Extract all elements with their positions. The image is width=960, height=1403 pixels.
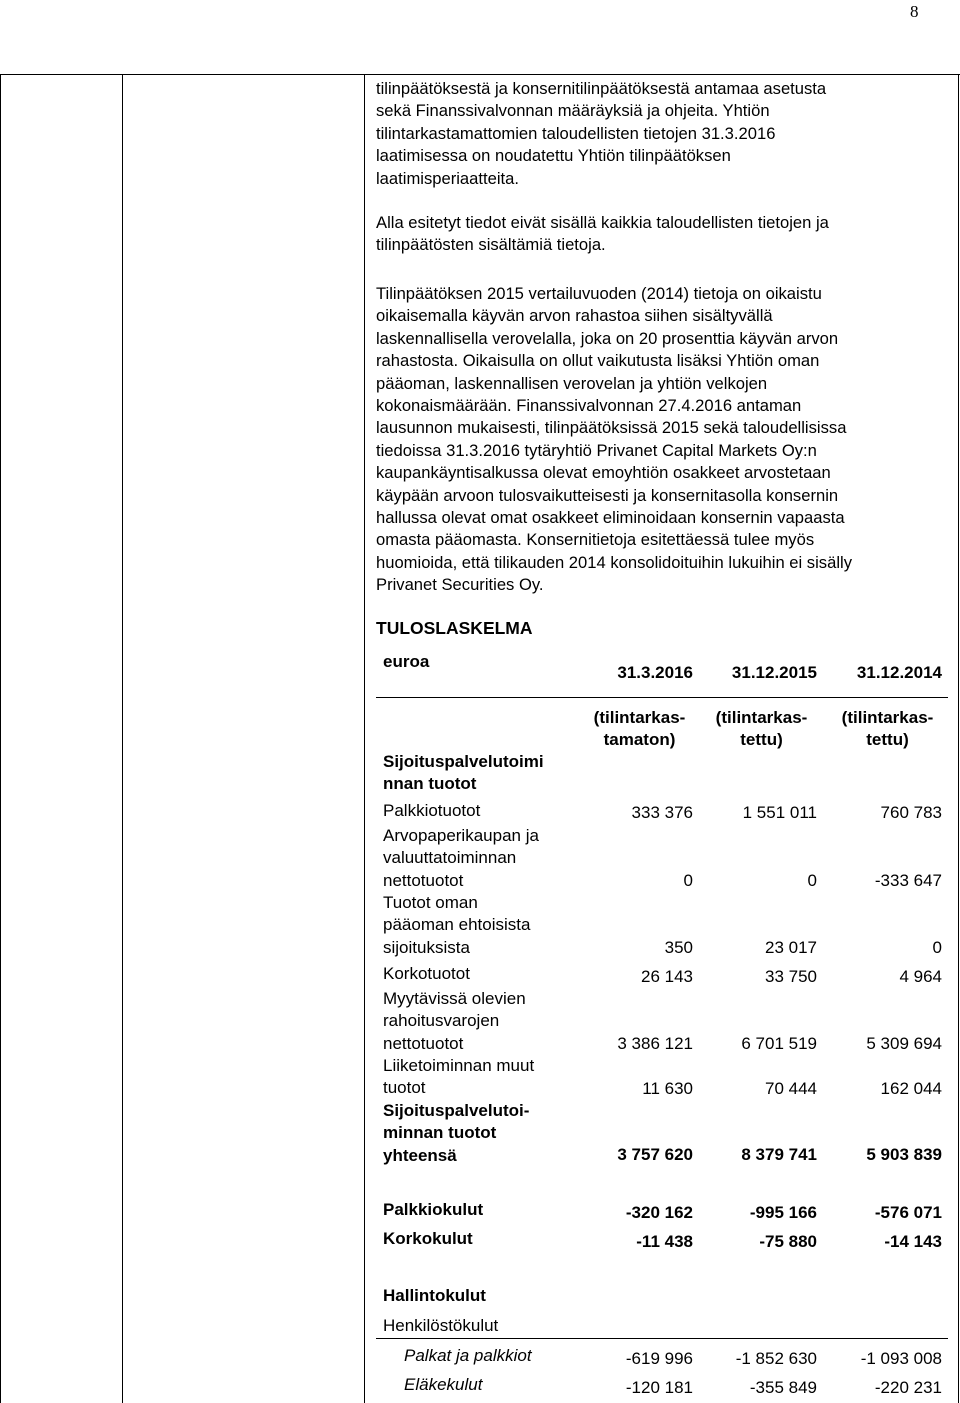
cell-value: -220 231 xyxy=(874,1378,942,1397)
row-label-salaries: Palkat ja palkkiot xyxy=(404,1346,532,1365)
date-header-2015: 31.12.2015 xyxy=(731,663,817,682)
cell-value: -333 647 xyxy=(874,871,942,890)
table-top-rule xyxy=(376,697,948,698)
text-line: käypään arvoon tulosvaikutteisesti ja konsernitasolla konsernin xyxy=(376,485,839,505)
text-line: laskennallisella verovelalla, joka on 20 prosenttia käyvän arvon xyxy=(376,328,839,348)
label-line: nnan tuotot xyxy=(383,774,477,794)
text-line: huomioida, että tilikauden 2014 konsolidoituihin lukuihin ei sisälly xyxy=(376,552,852,572)
cell-value: -320 162 xyxy=(625,1203,693,1222)
audit-line: tettu) xyxy=(866,730,909,750)
text-line: rahastosta. Oikaisulla on ollut vaikutusta lisäksi Yhtiön oman xyxy=(376,351,820,371)
cell-value: -576 071 xyxy=(874,1203,942,1222)
frame-right-border xyxy=(958,74,959,1403)
label-line: rahoitusvarojen xyxy=(383,1011,500,1031)
label-line: Palkkiokulut xyxy=(383,1200,484,1219)
date-header-2014: 31.12.2014 xyxy=(856,663,942,682)
text-line: kokonaismäärään. Finanssivalvonnan 27.4.2016 antaman xyxy=(376,396,802,416)
cell-value: 70 444 xyxy=(765,1079,817,1098)
cell-value: 3 386 121 xyxy=(617,1034,693,1053)
cell-value: 0 xyxy=(932,938,942,957)
text-line: pääoman, laskennallisen verovelan ja yhtiön velkojen xyxy=(376,373,768,393)
cell-value: 0 xyxy=(807,871,817,890)
cell-value: 33 750 xyxy=(765,967,817,986)
text-line: kaupankäyntisalkussa olevat emoyhtiön osakkeet arvostetaan xyxy=(376,463,831,483)
label-line: Arvopaperikaupan ja xyxy=(383,826,539,845)
text-line: oikaisemalla käyvän arvon rahastoa siihen sisältyvällä xyxy=(376,306,773,326)
text-line: tilintarkastamattomien taloudellisten tietojen 31.3.2016 xyxy=(376,123,776,143)
cell-value: 6 701 519 xyxy=(741,1034,817,1053)
cell-value: 350 xyxy=(664,938,693,957)
label-line: Korkotuotot xyxy=(383,964,470,983)
date-header-2016: 31.3.2016 xyxy=(617,663,693,682)
text-line: Tilinpäätöksen 2015 vertailuvuoden (2014) tietoja on oikaistu xyxy=(376,284,822,303)
subsection-personnel-heading: Henkilöstökulut xyxy=(383,1316,499,1335)
paragraph-basis xyxy=(376,78,956,190)
label-line: Korkokulut xyxy=(383,1229,473,1248)
section-admin-heading: Hallintokulut xyxy=(383,1286,486,1305)
label-line: Tuotot oman xyxy=(383,893,478,912)
label-line: yhteensä xyxy=(383,1145,457,1165)
cell-value: 333 376 xyxy=(631,803,693,822)
cell-value: -619 996 xyxy=(625,1349,693,1368)
frame-left-border xyxy=(0,74,1,1403)
text-line: hallussa olevat omat osakkeet eliminoidaan konsernin vapaasta xyxy=(376,508,845,528)
text-line: sekä Finanssivalvonnan määräyksiä ja ohjeita. Yhtiön xyxy=(376,101,770,121)
cell-value: 23 017 xyxy=(765,938,817,957)
paragraph-restatement xyxy=(376,283,956,597)
audit-line: (tilintarkas- xyxy=(841,708,934,727)
cell-value: -75 880 xyxy=(759,1232,817,1251)
row-label-commission-expenses xyxy=(383,1199,483,1221)
row-label-total-income xyxy=(383,1100,529,1167)
audit-line: (tilintarkas- xyxy=(593,708,686,727)
cell-value: 26 143 xyxy=(641,967,693,986)
label-line: nettotuotot xyxy=(383,870,464,890)
label-line: tuotot xyxy=(383,1078,426,1098)
row-label-other-operating-income xyxy=(383,1055,534,1100)
text-line: Privanet Securities Oy. xyxy=(376,575,544,595)
section-income-heading xyxy=(383,751,544,796)
cell-value: 11 630 xyxy=(642,1079,693,1098)
cell-value: 8 379 741 xyxy=(741,1145,817,1164)
label-line: Liiketoiminnan muut xyxy=(383,1056,535,1075)
label-line: valuuttatoiminnan xyxy=(383,848,517,868)
audit-line: tettu) xyxy=(740,730,783,750)
label-line: minnan tuotot xyxy=(383,1123,497,1143)
text-line: tilinpäätösten sisältämiä tietoja. xyxy=(376,235,606,255)
text-line: tiedoissa 31.3.2016 tytäryhtiö Privanet Capital Markets Oy:n xyxy=(376,440,817,460)
audit-status-2014 xyxy=(830,707,945,752)
label-line: nettotuotot xyxy=(383,1033,464,1053)
cell-value: -995 166 xyxy=(749,1203,817,1222)
cell-value: -1 093 008 xyxy=(860,1349,942,1368)
row-label-interest-expenses xyxy=(383,1228,473,1250)
cell-value: 4 964 xyxy=(899,967,942,986)
frame-top-border xyxy=(0,74,960,75)
text-line: laatimisperiaatteita. xyxy=(376,168,519,188)
text-line: lausunnon mukaisesti, tilinpäätöksissä 2015 sekä taloudellisissa xyxy=(376,418,847,438)
audit-status-2015 xyxy=(704,707,819,752)
cell-value: -120 181 xyxy=(625,1378,693,1397)
paragraph-disclaimer xyxy=(376,212,956,257)
audit-status-2016 xyxy=(582,707,697,752)
label-line: sijoituksista xyxy=(383,937,470,957)
label-line: pääoman ehtoisista xyxy=(383,915,531,935)
label-line: Sijoituspalvelutoi- xyxy=(383,1101,530,1120)
income-statement-title: TULOSLASKELMA xyxy=(376,618,533,638)
row-label-securities-trading xyxy=(383,825,539,892)
cell-value: -11 438 xyxy=(636,1232,693,1251)
cell-value: -355 849 xyxy=(749,1378,817,1397)
cell-value: 3 757 620 xyxy=(617,1145,693,1164)
label-line: Palkkiotuotot xyxy=(383,801,481,820)
label-line: Sijoituspalvelutoimi xyxy=(383,752,544,771)
row-label-interest-income xyxy=(383,963,470,985)
cell-value: -1 852 630 xyxy=(735,1349,817,1368)
row-label-equity-income xyxy=(383,892,530,959)
row-label-pension-costs: Eläkekulut xyxy=(404,1375,483,1394)
cell-value: 0 xyxy=(683,871,693,890)
row-label-available-for-sale xyxy=(383,988,526,1055)
frame-column-divider-1 xyxy=(122,74,123,1403)
cell-value: 1 551 011 xyxy=(742,803,817,822)
row-label-commission-income xyxy=(383,800,480,822)
text-line: Alla esitetyt tiedot eivät sisällä kaikkia taloudellisten tietojen ja xyxy=(376,213,829,232)
frame-column-divider-2 xyxy=(364,74,365,1403)
unit-label: euroa xyxy=(383,652,430,671)
text-line: omasta pääomasta. Konsernitietoja esitettäessä tulee myös xyxy=(376,530,815,550)
page-number: 8 xyxy=(910,2,919,21)
cell-value: 162 044 xyxy=(880,1079,942,1098)
cell-value: 5 903 839 xyxy=(866,1145,942,1164)
audit-line: tamaton) xyxy=(603,730,676,750)
cell-value: 760 783 xyxy=(880,803,942,822)
personnel-rule xyxy=(376,1338,948,1339)
text-line: tilinpäätöksestä ja konsernitilinpäätöksestä antamaa asetusta xyxy=(376,79,827,98)
label-line: Myytävissä olevien xyxy=(383,989,526,1008)
text-line: laatimisessa on noudatettu Yhtiön tilinpäätöksen xyxy=(376,146,731,166)
audit-line: (tilintarkas- xyxy=(715,708,808,727)
cell-value: 5 309 694 xyxy=(866,1034,942,1053)
cell-value: -14 143 xyxy=(884,1232,942,1251)
